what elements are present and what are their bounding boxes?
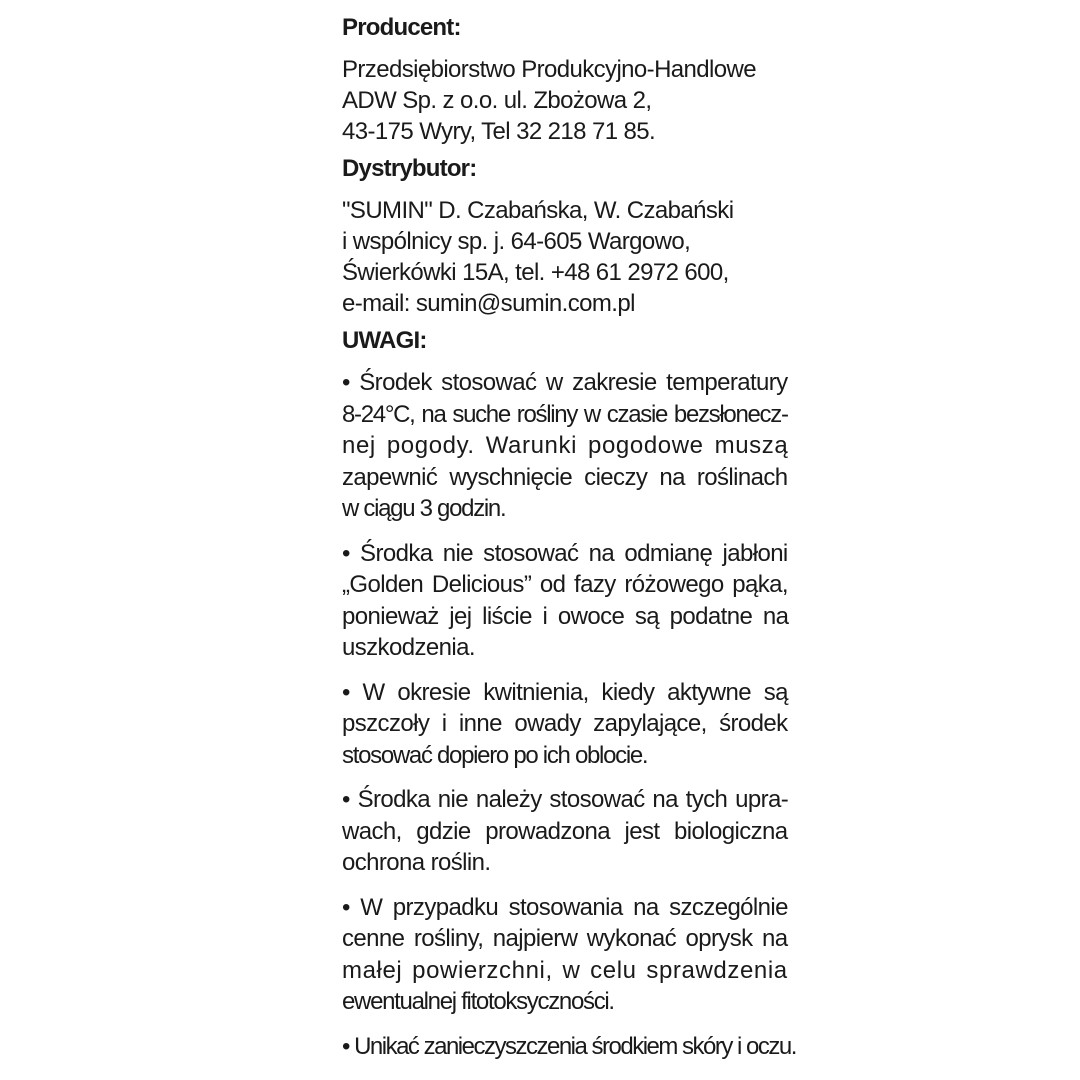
- distributor-line: i wspólnicy sp. j. 64-605 Wargowo,: [342, 228, 691, 255]
- note-line: ewentualnej fitotoksyczności.: [342, 988, 614, 1015]
- note-line: ochrona roślin.: [342, 849, 491, 876]
- label-text-document: [342, 12, 796, 1075]
- note-line: • Środek stosować w zakresie temperatury: [342, 369, 788, 396]
- note-line: 8-24°C, na suche rośliny w czasie bezsłonecz-: [342, 400, 788, 428]
- distributor-address: [342, 195, 788, 319]
- note-line: nej pogody. Warunki pogodowe muszą: [342, 432, 789, 459]
- note-paragraph: [342, 538, 788, 664]
- producer-heading: Producent:: [342, 14, 461, 41]
- note-line: stosować dopiero po ich oblocie.: [342, 741, 648, 769]
- note-paragraph: [342, 677, 788, 772]
- note-paragraph: [342, 1031, 796, 1063]
- note-line: „Golden Delicious” od fazy różowego pąka,: [342, 571, 788, 598]
- producer-line: Przedsiębiorstwo Produkcyjno-Handlowe: [342, 56, 757, 83]
- producer-address: [342, 54, 788, 147]
- note-line: • Środka nie stosować na odmianę jabłoni: [342, 539, 788, 567]
- note-line: wach, gdzie prowadzona jest biologiczna: [342, 817, 788, 845]
- note-line: w ciągu 3 godzin.: [342, 495, 506, 522]
- note-line: • Unikać zanieczyszczenia środkiem skóry i oczu.: [342, 1032, 796, 1060]
- distributor-line: Świerkówki 15A, tel. +48 61 2972 600,: [342, 259, 729, 286]
- note-line: cenne rośliny, najpierw wykonać oprysk na: [342, 925, 788, 952]
- note-paragraph: [342, 367, 788, 525]
- note-line: małej powierzchni, w celu sprawdzenia: [342, 956, 788, 984]
- note-line: ponieważ jej liście i owoce są podatne na: [342, 602, 789, 630]
- note-line: pszczoły i inne owady zapylające, środek: [342, 710, 788, 737]
- note-paragraph: [342, 892, 788, 1018]
- note-paragraph: [342, 784, 788, 879]
- notes-heading: UWAGI:: [342, 327, 427, 354]
- distributor-heading: Dystrybutor:: [342, 155, 477, 182]
- distributor-line: e-mail: sumin@sumin.com.pl: [342, 290, 635, 317]
- note-line: • Środka nie należy stosować na tych upra-: [342, 786, 789, 813]
- note-line: • W przypadku stosowania na szczególnie: [342, 893, 788, 921]
- distributor-line: "SUMIN" D. Czabańska, W. Czabański: [342, 197, 734, 224]
- note-line: uszkodzenia.: [342, 634, 475, 661]
- producer-line: ADW Sp. z o.o. ul. Zbożowa 2,: [342, 87, 652, 114]
- producer-line: 43-175 Wyry, Tel 32 218 71 85.: [342, 118, 656, 145]
- note-line: • W okresie kwitnienia, kiedy aktywne są: [342, 678, 788, 706]
- note-line: zapewnić wyschnięcie cieczy na roślinach: [342, 463, 788, 491]
